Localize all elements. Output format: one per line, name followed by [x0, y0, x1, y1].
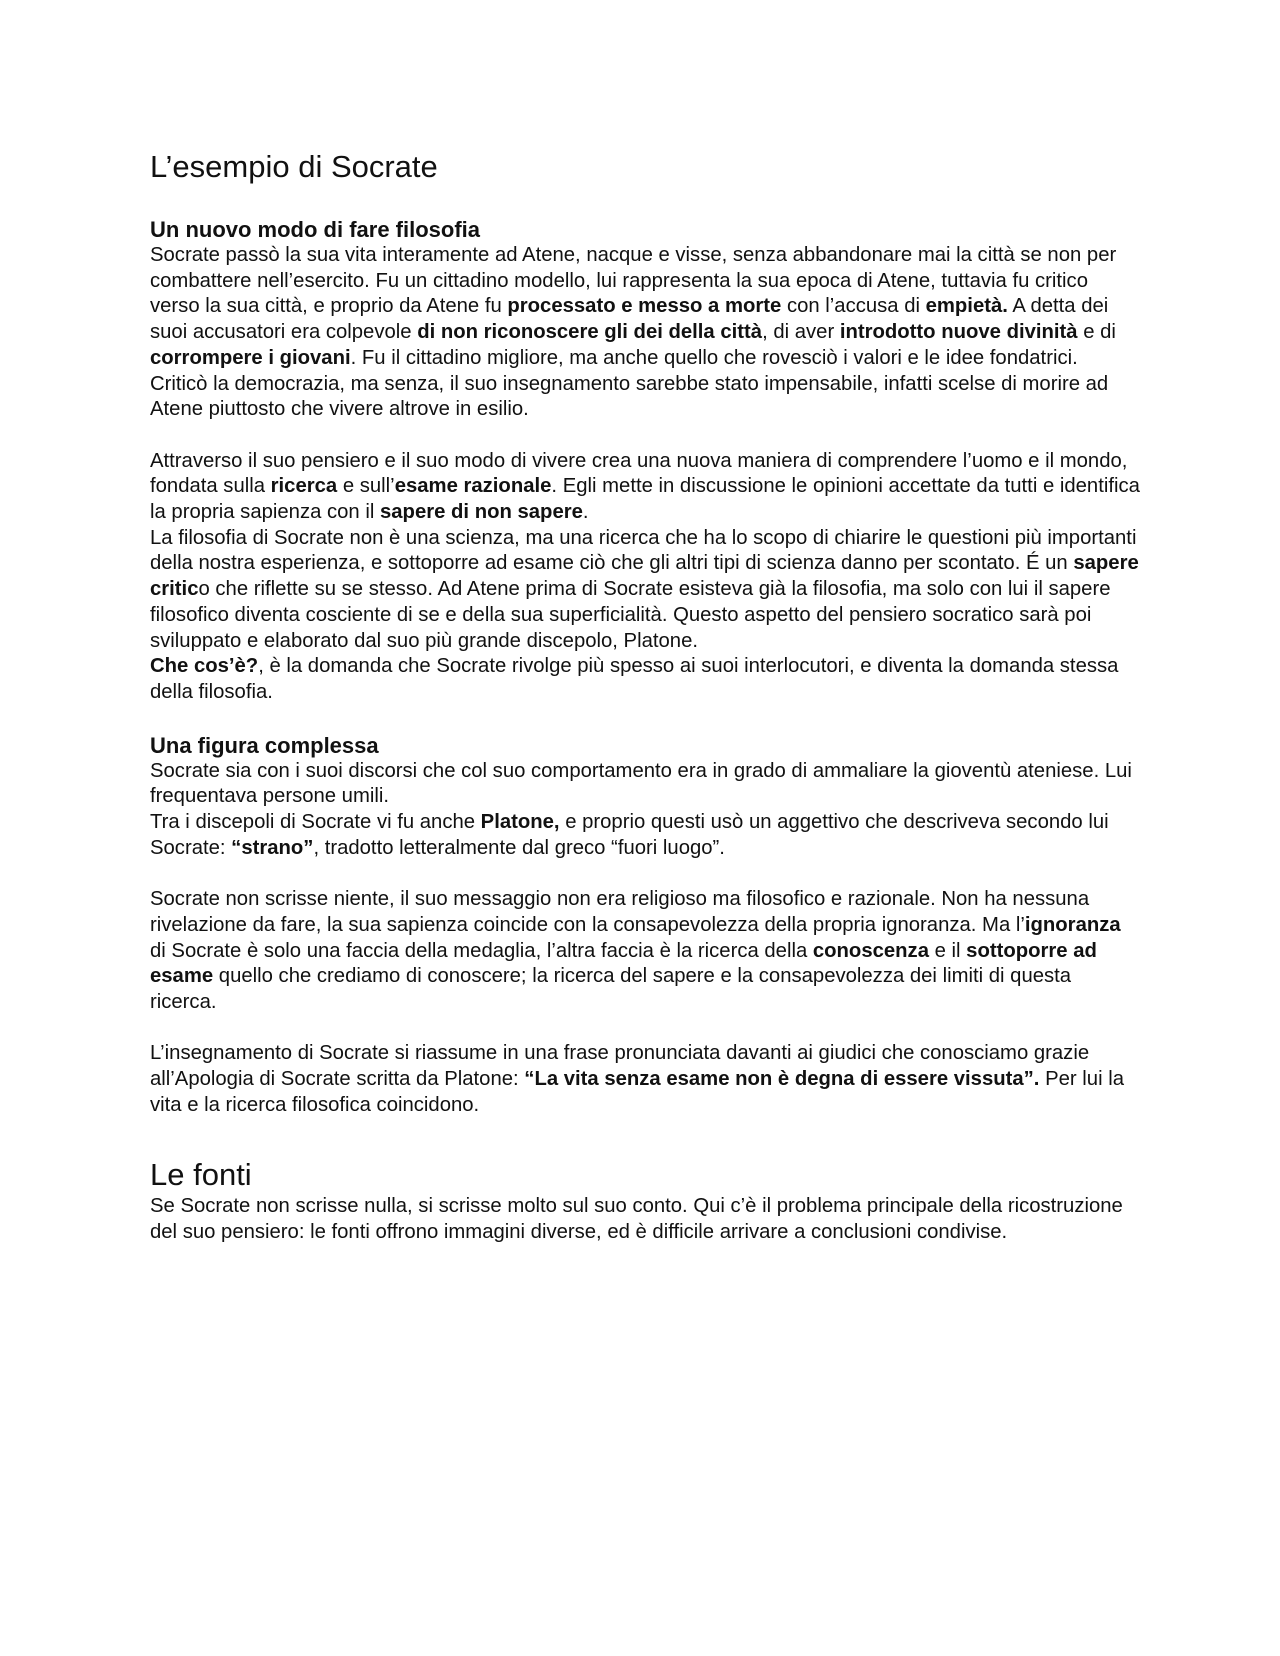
- paragraph-platone: [150, 810, 1140, 861]
- bold-text: Platone,: [480, 811, 560, 834]
- text-run: di Socrate è solo una faccia della medaglia, l’altra faccia è la ricerca della: [150, 939, 813, 962]
- bold-text: empietà.: [925, 295, 1008, 318]
- text-run: .: [582, 501, 589, 524]
- text-run: , tradotto letteralmente dal greco “fuori luogo”.: [313, 836, 725, 859]
- bold-text: introdotto nuove divinità: [839, 321, 1078, 344]
- text-run: Socrate non scrisse niente, il suo messaggio non era religioso ma filosofico e razionale. Non ha nessuna rivelazione da fare, la sua sapienza coincide con la consapevolezza della propria ignoranza. Ma l’: [150, 888, 1090, 936]
- bold-text: di non riconoscere gli dei della città: [417, 321, 763, 344]
- text-run: con l’accusa di: [781, 295, 926, 318]
- section-title-le-fonti: Le fonti: [150, 1157, 252, 1193]
- paragraph-gioventu: [150, 759, 1140, 810]
- bold-text: processato e messo a morte: [507, 295, 782, 318]
- text-run: e il: [928, 939, 967, 962]
- text-run: e sull’: [337, 475, 395, 498]
- text-run: e proprio questi usò un aggettivo che descriveva secondo lui Socrate:: [150, 811, 1109, 859]
- text-run: , di aver: [762, 321, 840, 344]
- section-heading-nuovo-modo: Un nuovo modo di fare filosofia: [150, 217, 480, 242]
- bold-text: “La vita senza esame non è degna di essere vissuta”.: [524, 1068, 1040, 1091]
- text-run: Socrate sia con i suoi discorsi che col suo comportamento era in grado di ammaliare la gioventù ateniese. Lui frequentava persone umili.: [150, 759, 1132, 808]
- paragraph-pensiero: [150, 449, 1140, 526]
- text-run: Per lui la vita e la ricerca filosofica coincidono.: [150, 1068, 1124, 1116]
- text-run: Tra i discepoli di Socrate vi fu anche: [150, 811, 481, 834]
- paragraph-filosofia-socrate: [150, 526, 1140, 655]
- text-run: Se Socrate non scrisse nulla, si scrisse molto sul suo conto. Qui c’è il problema principale della ricostruzione del suo pensiero: le fonti offrono immagini diverse, ed è difficile arrivare a conclusioni condivise.: [150, 1195, 1123, 1244]
- text-run: e di: [1077, 321, 1116, 344]
- bold-text: ricerca: [270, 475, 338, 498]
- bold-text: corrompere i giovani: [150, 346, 351, 369]
- section-heading-figura-complessa: Una figura complessa: [150, 732, 379, 758]
- paragraph-fonti: [150, 1194, 1140, 1245]
- text-run: quello che crediamo di conoscere; la ricerca del sapere e la consapevolezza dei limiti di questa ricerca.: [150, 965, 1072, 1013]
- bold-text: Che cos’è?: [150, 655, 259, 678]
- bold-text: ignoranza: [1024, 913, 1121, 936]
- bold-text: esame razionale: [394, 475, 552, 498]
- text-run: . Egli mette in discussione le opinioni accettate da tutti e identifica la propria sapienza con il: [150, 475, 1140, 524]
- page-title: L’esempio di Socrate: [150, 149, 438, 184]
- text-run: , è la domanda che Socrate rivolge più spesso ai suoi interlocutori, e diventa la domanda stessa della filosofia.: [150, 655, 1119, 703]
- text-run: A detta dei suoi accusatori era colpevole: [150, 295, 1109, 344]
- bold-text: sottoporre ad esame: [150, 939, 1097, 988]
- text-run: Attraverso il suo pensiero e il suo modo di vivere crea una nuova maniera di comprendere l’uomo e il mondo, fondata sulla: [150, 449, 1128, 498]
- bold-text: “strano”: [231, 836, 314, 859]
- bold-text: conoscenza: [812, 939, 929, 962]
- text-run: . Fu il cittadino migliore, ma anche quello che rovesciò i valori e le idee fondatrici. Criticò la democrazia, ma senza, il suo insegnamento sarebbe stato impensabile, infatti scelse di morire ad Atene piuttosto che vivere altrove in esilio.: [150, 346, 1109, 421]
- text-run: La filosofia di Socrate non è una scienza, ma una ricerca che ha lo scopo di chiarire le questioni più importanti della nostra esperienza, e sottoporre ad esame ciò che gli altri tipi di scienza danno per scontato. É un: [150, 526, 1137, 575]
- text-run: Socrate passò la sua vita interamente ad Atene, nacque e visse, senza abbandonare mai la città se non per combattere nell’esercito. Fu un cittadino modello, lui rappresenta la sua epoca di Atene, tuttavia fu critico verso la sua città, e proprio da Atene fu: [150, 244, 1117, 318]
- paragraph-insegnamento: [150, 1041, 1140, 1118]
- bold-text: sapere critic: [150, 552, 1139, 601]
- paragraph-che-cose: [150, 654, 1140, 705]
- paragraph-ignoranza: [150, 887, 1140, 1016]
- document-page: [150, 148, 1140, 1246]
- bold-text: sapere di non sapere: [380, 501, 583, 524]
- text-run: o che riflette su se stesso. Ad Atene prima di Socrate esisteva già la filosofia, ma solo con lui il sapere filosofico diventa cosciente di se e della sua superficialità. Questo aspetto del pensiero socratico sarà poi sviluppato e elaborato dal suo più grande discepolo, Platone.: [150, 578, 1111, 652]
- paragraph-vita-socrate: [150, 243, 1140, 423]
- text-run: L’insegnamento di Socrate si riassume in una frase pronunciata davanti ai giudici che conosciamo grazie all’Apologia di Socrate scritta da Platone:: [150, 1042, 1090, 1091]
